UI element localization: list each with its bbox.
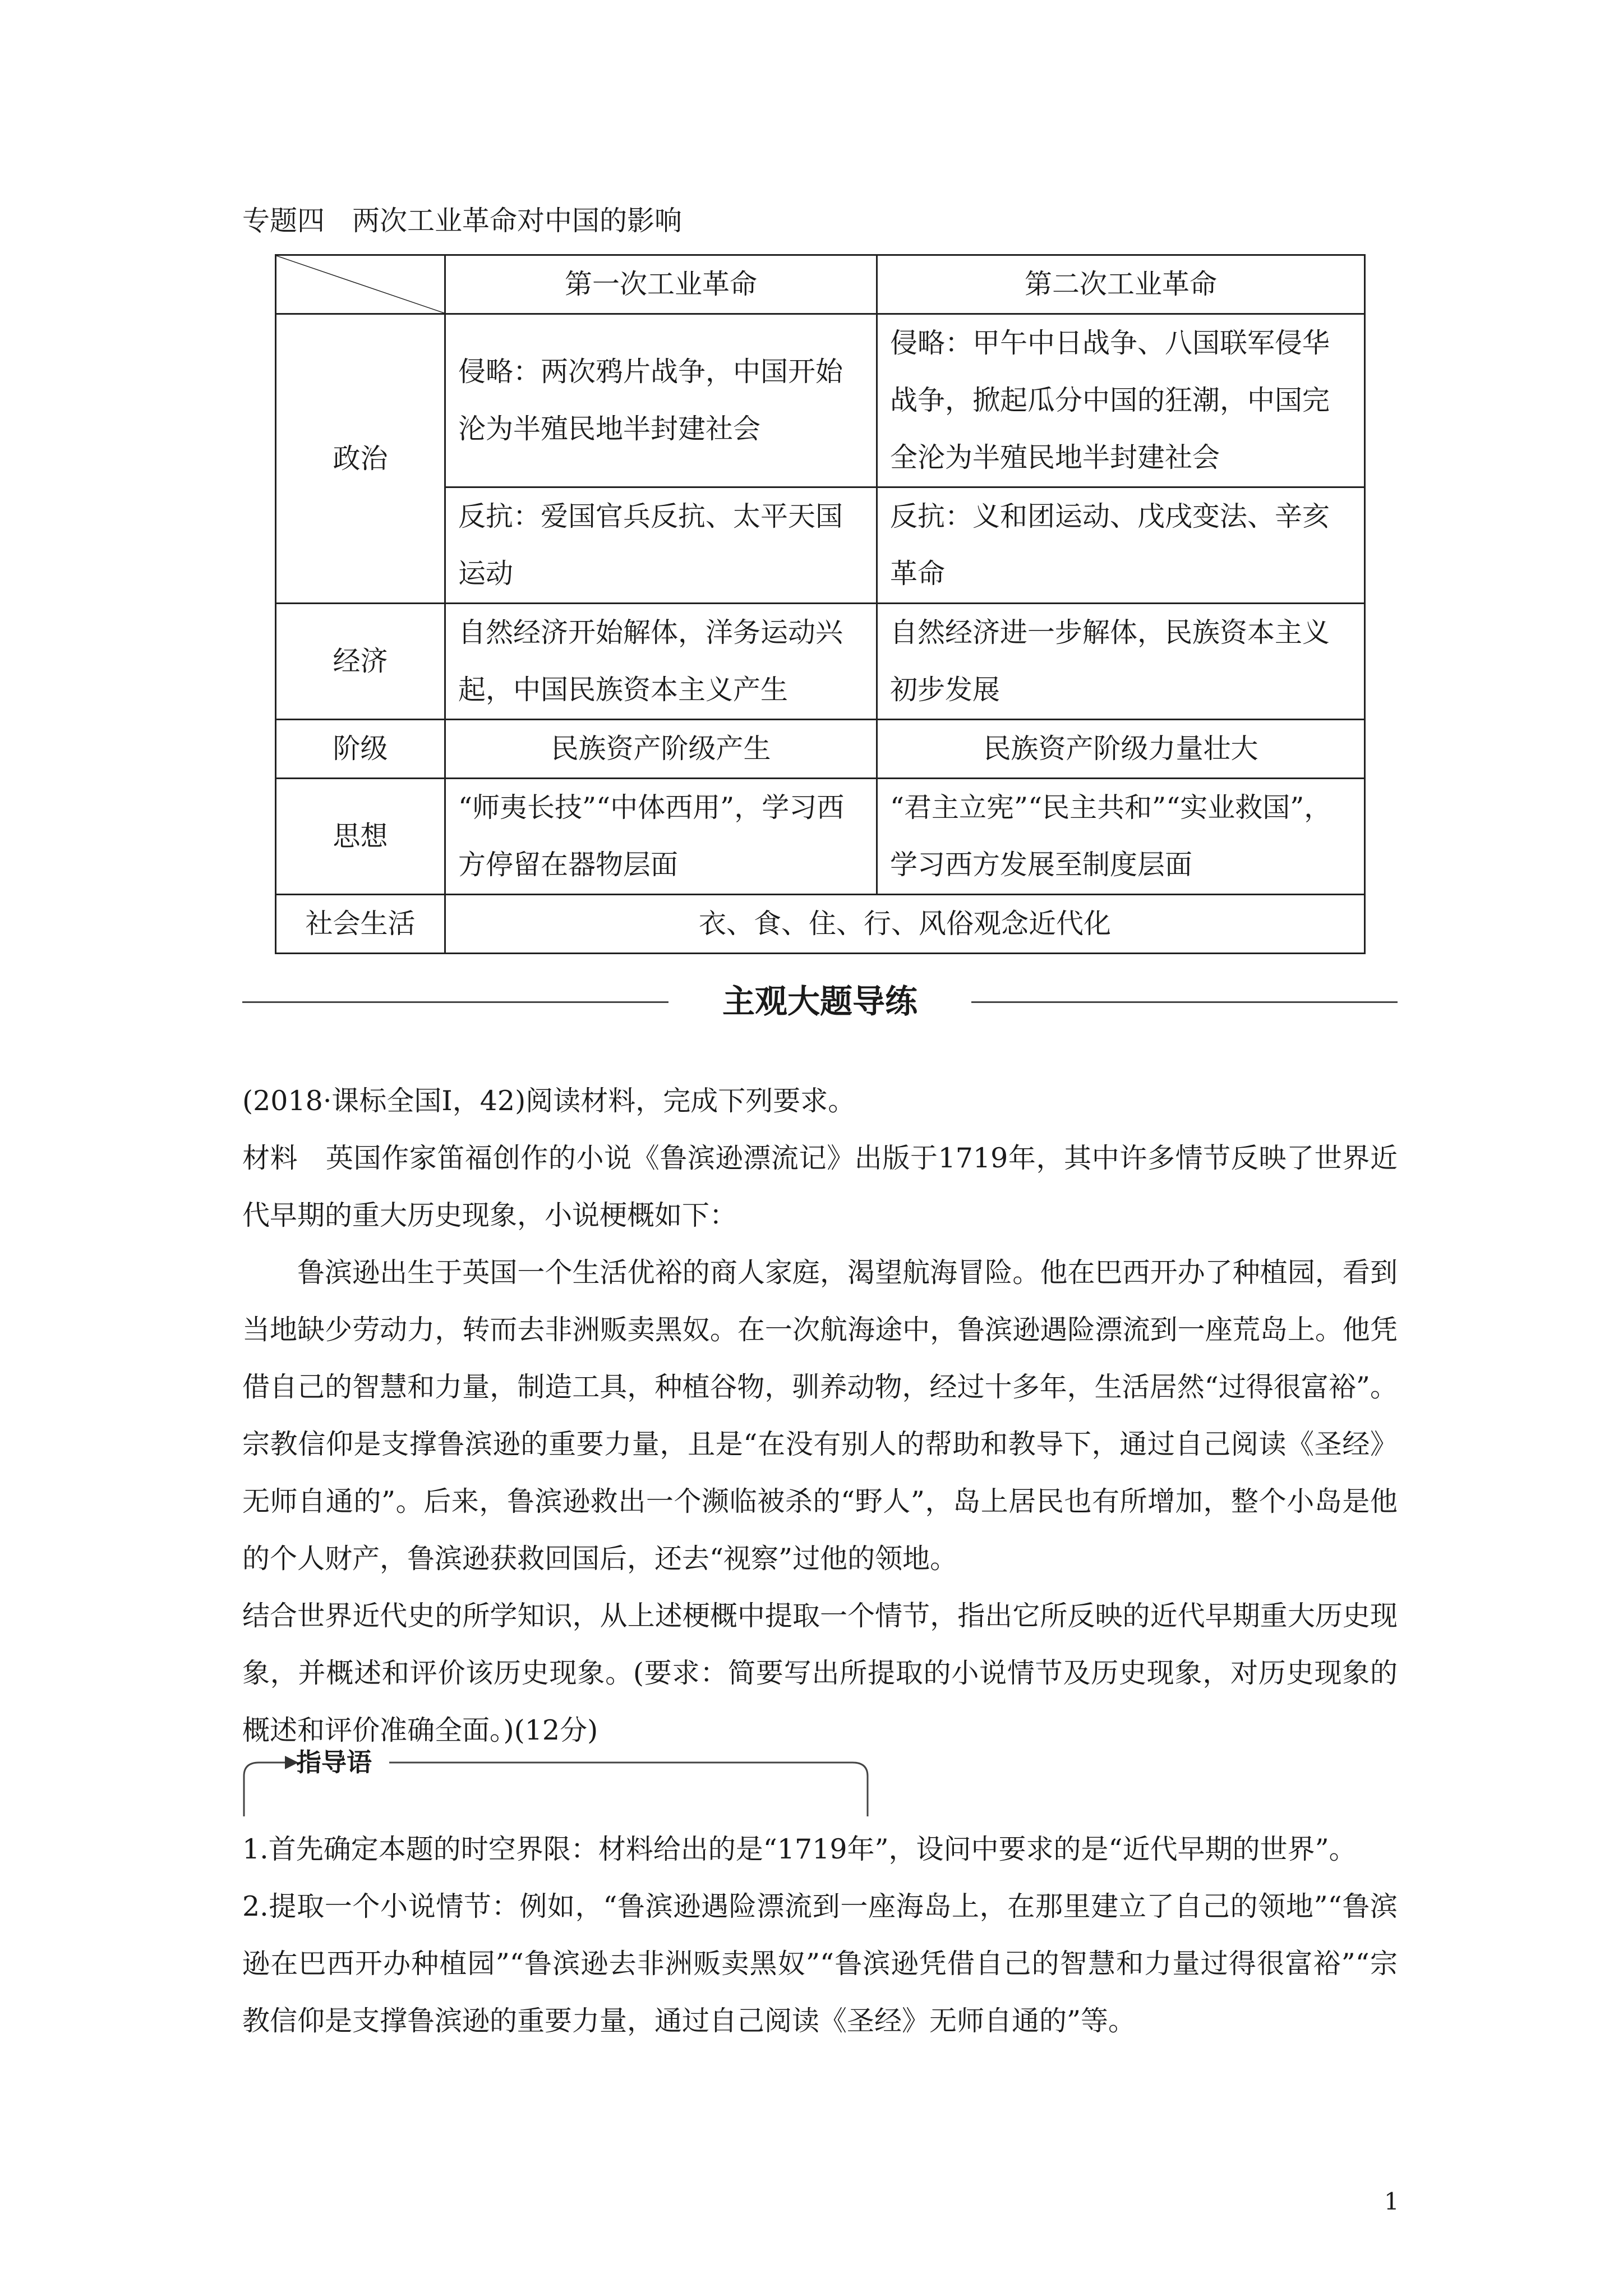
row-label-politics: 政治: [276, 314, 445, 604]
row-label-social-life: 社会生活: [276, 895, 445, 954]
table-corner-cell: [276, 255, 445, 314]
cell-thought-first: “师夷长技”“中体西用”，学习西方停留在器物层面: [445, 779, 877, 895]
row-label-economy: 经济: [276, 604, 445, 720]
table-row: [276, 895, 1365, 954]
cell-economy-first: 自然经济开始解体，洋务运动兴起，中国民族资本主义产生: [445, 604, 877, 720]
cell-class-first: 民族资产阶级产生: [445, 720, 877, 779]
cell-thought-second: “君主立宪”“民主共和”“实业救国”，学习西方发展至制度层面: [877, 779, 1365, 895]
cell-politics-resistance-second: 反抗：义和团运动、戊戌变法、辛亥革命: [877, 487, 1365, 604]
cell-class-second: 民族资产阶级力量壮大: [877, 720, 1365, 779]
table-row: [276, 604, 1365, 720]
section-title-row: [242, 979, 1398, 1024]
table-row: [276, 720, 1365, 779]
guide-item-2: 2.提取一个小说情节：例如，“鲁滨逊遇险漂流到一座海岛上，在那里建立了自己的领地”“鲁滨逊在巴西开办种植园”“鲁滨逊去非洲贩卖黑奴”“鲁滨逊凭借自己的智慧和力量过得很富裕”“宗教信仰是支撑鲁滨逊的重要力量，通过自己阅读《圣经》无师自通的”等。: [242, 1890, 1398, 2037]
divider-right: [971, 1001, 1398, 1003]
cell-politics-aggression-first: 侵略：两次鸦片战争，中国开始沦为半殖民地半封建社会: [445, 314, 877, 487]
guide-box: [242, 1745, 869, 1818]
material-intro: 材料 英国作家笛福创作的小说《鲁滨逊漂流记》出版于1719年，其中许多情节反映了世界近代早期的重大历史现象，小说梗概如下：: [242, 1142, 1398, 1231]
table-row: [276, 779, 1365, 895]
question-source: (2018·课标全国Ⅰ，42)阅读材料，完成下列要求。: [242, 1085, 856, 1117]
cell-politics-aggression-second: 侵略：甲午中日战争、八国联军侵华战争，掀起瓜分中国的狂潮，中国完全沦为半殖民地半封建社会: [877, 314, 1365, 487]
novel-summary: 鲁滨逊出生于英国一个生活优裕的商人家庭，渴望航海冒险。他在巴西开办了种植园，看到当地缺少劳动力，转而去非洲贩卖黑奴。在一次航海途中，鲁滨逊遇险漂流到一座荒岛上。他凭借自己的智慧和力量，制造工具，种植谷物，驯养动物，经过十多年，生活居然“过得很富裕”。宗教信仰是支撑鲁滨逊的重要力量，且是“在没有别人的帮助和教导下，通过自己阅读《圣经》无师自通的”。后来，鲁滨逊救出一个濒临被杀的“野人”，岛上居民也有所增加，整个小岛是他的个人财产，鲁滨逊获救回国后，还去“视察”过他的领地。: [242, 1257, 1398, 1575]
row-label-thought: 思想: [276, 779, 445, 895]
table-header-row: [276, 255, 1365, 314]
cell-economy-second: 自然经济进一步解体，民族资本主义初步发展: [877, 604, 1365, 720]
col-header-first: 第一次工业革命: [445, 255, 877, 314]
guide-item-1: 1.首先确定本题的时空界限：材料给出的是“1719年”，设问中要求的是“近代早期的世界”。: [242, 1833, 1357, 1865]
section-title: 主观大题导练: [722, 982, 917, 1020]
diagonal-line-icon: [276, 256, 444, 313]
col-header-second: 第二次工业革命: [877, 255, 1365, 314]
table-row: [276, 314, 1365, 487]
topic-heading: 专题四 两次工业革命对中国的影响: [242, 205, 683, 237]
page-number: 1: [1384, 2188, 1399, 2215]
cell-politics-resistance-first: 反抗：爱国官兵反抗、太平天国运动: [445, 487, 877, 604]
question-task: 结合世界近代史的所学知识，从上述梗概中提取一个情节，指出它所反映的近代早期重大历史现象，并概述和评价该历史现象。(要求：简要写出所提取的小说情节及历史现象，对历史现象的概述和评价准确全面。)(12分): [242, 1600, 1398, 1746]
guide-label: 指导语: [296, 1747, 372, 1777]
comparison-table: [275, 254, 1366, 954]
row-label-class: 阶级: [276, 720, 445, 779]
cell-social-life: 衣、食、住、行、风俗观念近代化: [445, 895, 1365, 954]
